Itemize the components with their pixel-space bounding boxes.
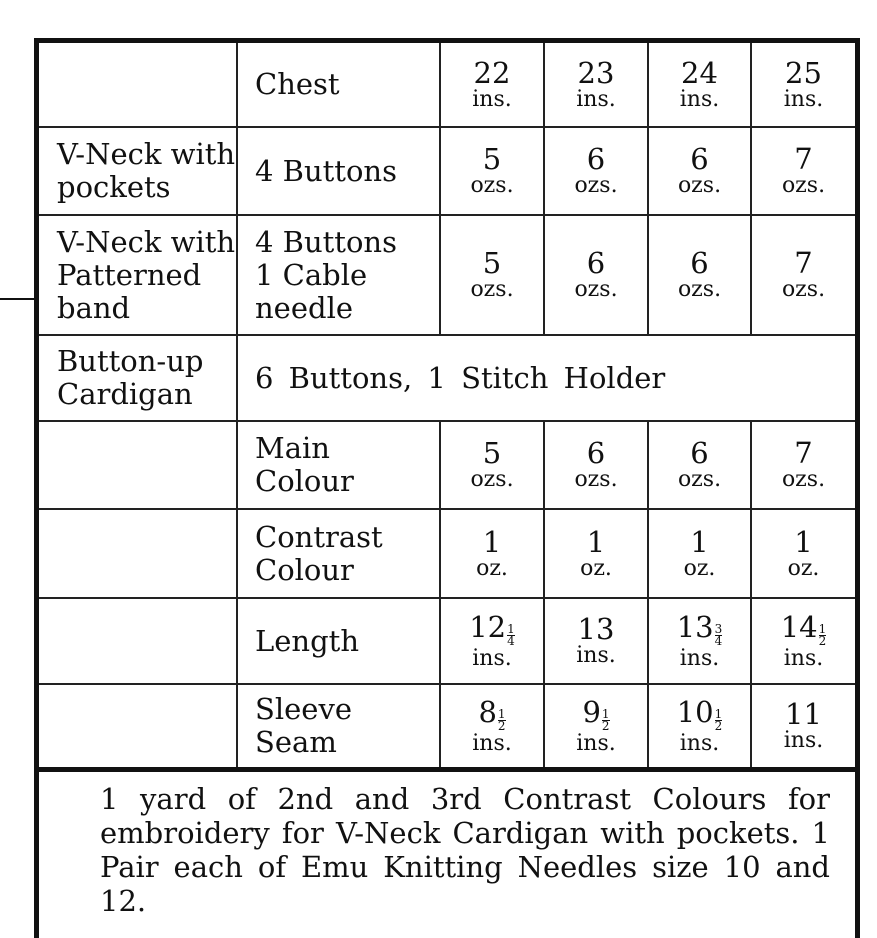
fraction [818, 621, 827, 648]
measure-label-line: Main [255, 431, 330, 465]
fraction-numerator: 3 [714, 621, 723, 636]
measure-value [478, 694, 506, 733]
fraction-numerator: 1 [601, 706, 610, 721]
style-button-up-cardigan [39, 336, 236, 420]
measure-value [586, 524, 606, 559]
measure-whole: 14 [780, 609, 818, 644]
weight-unit: ozs. [574, 277, 618, 302]
measure-unit: ins. [576, 730, 616, 756]
measure-whole: 6 [586, 436, 606, 470]
measure-cell [441, 510, 543, 597]
size-unit: ins. [576, 86, 616, 112]
measure-whole: 7 [794, 436, 813, 470]
weight-value: 5 [482, 246, 502, 280]
measure-unit: ins. [783, 645, 824, 671]
measure-cell [752, 599, 855, 683]
measure-whole: 6 [690, 436, 709, 470]
footer-note: 1 yard of 2nd and 3rd Contrast Colours for embroidery for V-Neck Cardigan with pockets. 1 Pair each of Emu Knitting Needles size 10 and 12. [100, 782, 830, 918]
weight-unit: ozs. [677, 173, 722, 198]
measure-label [238, 510, 439, 597]
style-v-neck-pockets [39, 128, 236, 214]
measure-value [676, 609, 723, 648]
measure-value [469, 609, 515, 648]
measure-unit: ozs. [574, 467, 618, 492]
size-value: 25 [785, 55, 822, 90]
measure-cell [752, 510, 855, 597]
chest-label: Chest [255, 67, 340, 101]
fraction [714, 621, 723, 648]
measure-value [794, 524, 813, 559]
fraction-numerator: 1 [497, 706, 506, 721]
requirement-buttons-cable-needle [238, 216, 439, 334]
style-v-neck-patterned-band [39, 216, 236, 334]
requirement-line: 6 Buttons, 1 Stitch Holder [255, 360, 666, 395]
style-line: Cardigan [57, 377, 193, 411]
fraction-denominator: 4 [507, 633, 515, 648]
measure-value [690, 524, 709, 559]
size-value: 22 [473, 55, 511, 90]
measure-label-line: Colour [255, 552, 354, 587]
measure-cell [752, 685, 855, 767]
measure-cell [649, 422, 750, 508]
size-header-25 [752, 43, 855, 126]
weight-value: 5 [482, 142, 502, 176]
measure-whole: 1 [690, 524, 709, 559]
measure-unit: ins. [679, 730, 720, 756]
size-header-24 [649, 43, 750, 126]
measure-label-line: Length [255, 623, 359, 658]
measure-whole: 1 [794, 524, 813, 559]
weight-cell [649, 216, 750, 334]
weight-value: 7 [794, 142, 813, 176]
measure-cell [441, 422, 543, 508]
chest-header [238, 43, 439, 126]
weight-cell [752, 128, 855, 214]
measure-value [794, 438, 812, 468]
fraction-denominator: 2 [714, 718, 723, 733]
style-line: V-Neck with [57, 224, 236, 259]
fraction [507, 621, 515, 648]
measure-whole: 10 [676, 694, 714, 729]
weight-unit: ozs. [781, 173, 826, 198]
measure-value [780, 609, 827, 648]
measure-whole: 11 [785, 697, 822, 731]
fraction-numerator: 1 [507, 621, 515, 636]
weight-cell [752, 216, 855, 334]
measure-label-line: Seam [255, 725, 337, 759]
measure-cell [649, 510, 750, 597]
measure-cell [649, 599, 750, 683]
style-line: V-Neck with [57, 137, 236, 171]
size-header-23 [545, 43, 647, 126]
measure-whole: 1 [586, 524, 606, 559]
measure-unit: oz. [580, 555, 612, 581]
size-unit: ins. [679, 86, 720, 112]
requirement-4-buttons [238, 128, 439, 214]
measure-label [238, 685, 439, 767]
measure-cell [441, 599, 543, 683]
measure-cell [545, 599, 647, 683]
weight-cell [545, 128, 647, 214]
weight-value: 6 [690, 142, 709, 176]
measure-unit: ins. [576, 643, 616, 668]
measure-cell [649, 685, 750, 767]
measure-label [238, 599, 439, 683]
measure-value [582, 694, 610, 733]
cardigan-requirement [238, 336, 855, 420]
style-line: Patterned [57, 257, 202, 292]
measure-value [483, 438, 501, 468]
measure-whole: 12 [469, 609, 507, 644]
measure-unit: ozs. [781, 467, 826, 492]
measure-label-line: Contrast [255, 519, 383, 554]
measure-unit: oz. [476, 555, 508, 581]
weight-cell [649, 128, 750, 214]
size-value: 23 [577, 55, 615, 90]
measure-whole: 13 [676, 609, 714, 644]
requirement-line: 4 Buttons [255, 153, 397, 188]
size-unit: ins. [472, 86, 512, 112]
measure-cell [752, 422, 855, 508]
measure-label-line: Colour [255, 464, 354, 498]
measure-unit: ins. [472, 730, 512, 756]
measure-cell [545, 685, 647, 767]
measure-whole: 5 [482, 436, 502, 470]
weight-unit: ozs. [781, 277, 826, 302]
fraction-numerator: 1 [818, 621, 827, 636]
fraction-denominator: 2 [601, 718, 610, 733]
requirement-line: needle [255, 290, 354, 325]
fraction-denominator: 2 [497, 718, 506, 733]
style-line: band [57, 290, 131, 325]
fraction [601, 706, 610, 733]
fraction [714, 706, 723, 733]
size-unit: ins. [783, 86, 824, 112]
weight-value: 6 [586, 246, 606, 280]
measure-whole: 8 [478, 694, 497, 729]
measure-whole: 9 [582, 694, 601, 729]
measure-unit: ins. [472, 645, 512, 671]
measure-unit: ins. [679, 645, 720, 671]
style-line: pockets [57, 170, 171, 204]
weight-unit: ozs. [574, 173, 618, 198]
measure-unit: ins. [783, 728, 824, 753]
measure-unit: ozs. [677, 467, 722, 492]
measure-cell [545, 510, 647, 597]
measure-whole: 13 [577, 612, 615, 646]
measure-value [578, 614, 615, 644]
weight-cell [441, 216, 543, 334]
weight-cell [441, 128, 543, 214]
margin-tick-mark [0, 298, 34, 300]
weight-value: 7 [794, 246, 813, 280]
measure-whole: 1 [482, 524, 502, 559]
fraction-denominator: 4 [714, 633, 723, 648]
measure-value [676, 694, 723, 733]
measure-value [690, 438, 708, 468]
weight-value: 6 [690, 246, 709, 280]
weight-unit: ozs. [470, 173, 514, 198]
size-value: 24 [681, 55, 718, 90]
measure-cell [545, 422, 647, 508]
weight-value: 6 [586, 142, 606, 176]
weight-unit: ozs. [470, 277, 514, 302]
measure-value [482, 524, 502, 559]
measure-unit: ozs. [470, 467, 514, 492]
weight-unit: ozs. [677, 277, 722, 302]
measure-value [587, 438, 605, 468]
measure-label [238, 422, 439, 508]
measure-unit: oz. [683, 555, 716, 581]
style-line: Button-up [57, 344, 204, 378]
measure-value [785, 699, 822, 729]
measure-label-line: Sleeve [255, 692, 353, 726]
requirement-line: 1 Cable [255, 257, 368, 292]
measure-unit: oz. [787, 555, 820, 581]
measure-cell [441, 685, 543, 767]
fraction-denominator: 2 [818, 633, 827, 648]
weight-cell [545, 216, 647, 334]
size-header-22 [441, 43, 543, 126]
fraction [497, 706, 506, 733]
requirement-line: 4 Buttons [255, 224, 397, 259]
footer-rule [39, 767, 855, 772]
fraction-numerator: 1 [714, 706, 723, 721]
